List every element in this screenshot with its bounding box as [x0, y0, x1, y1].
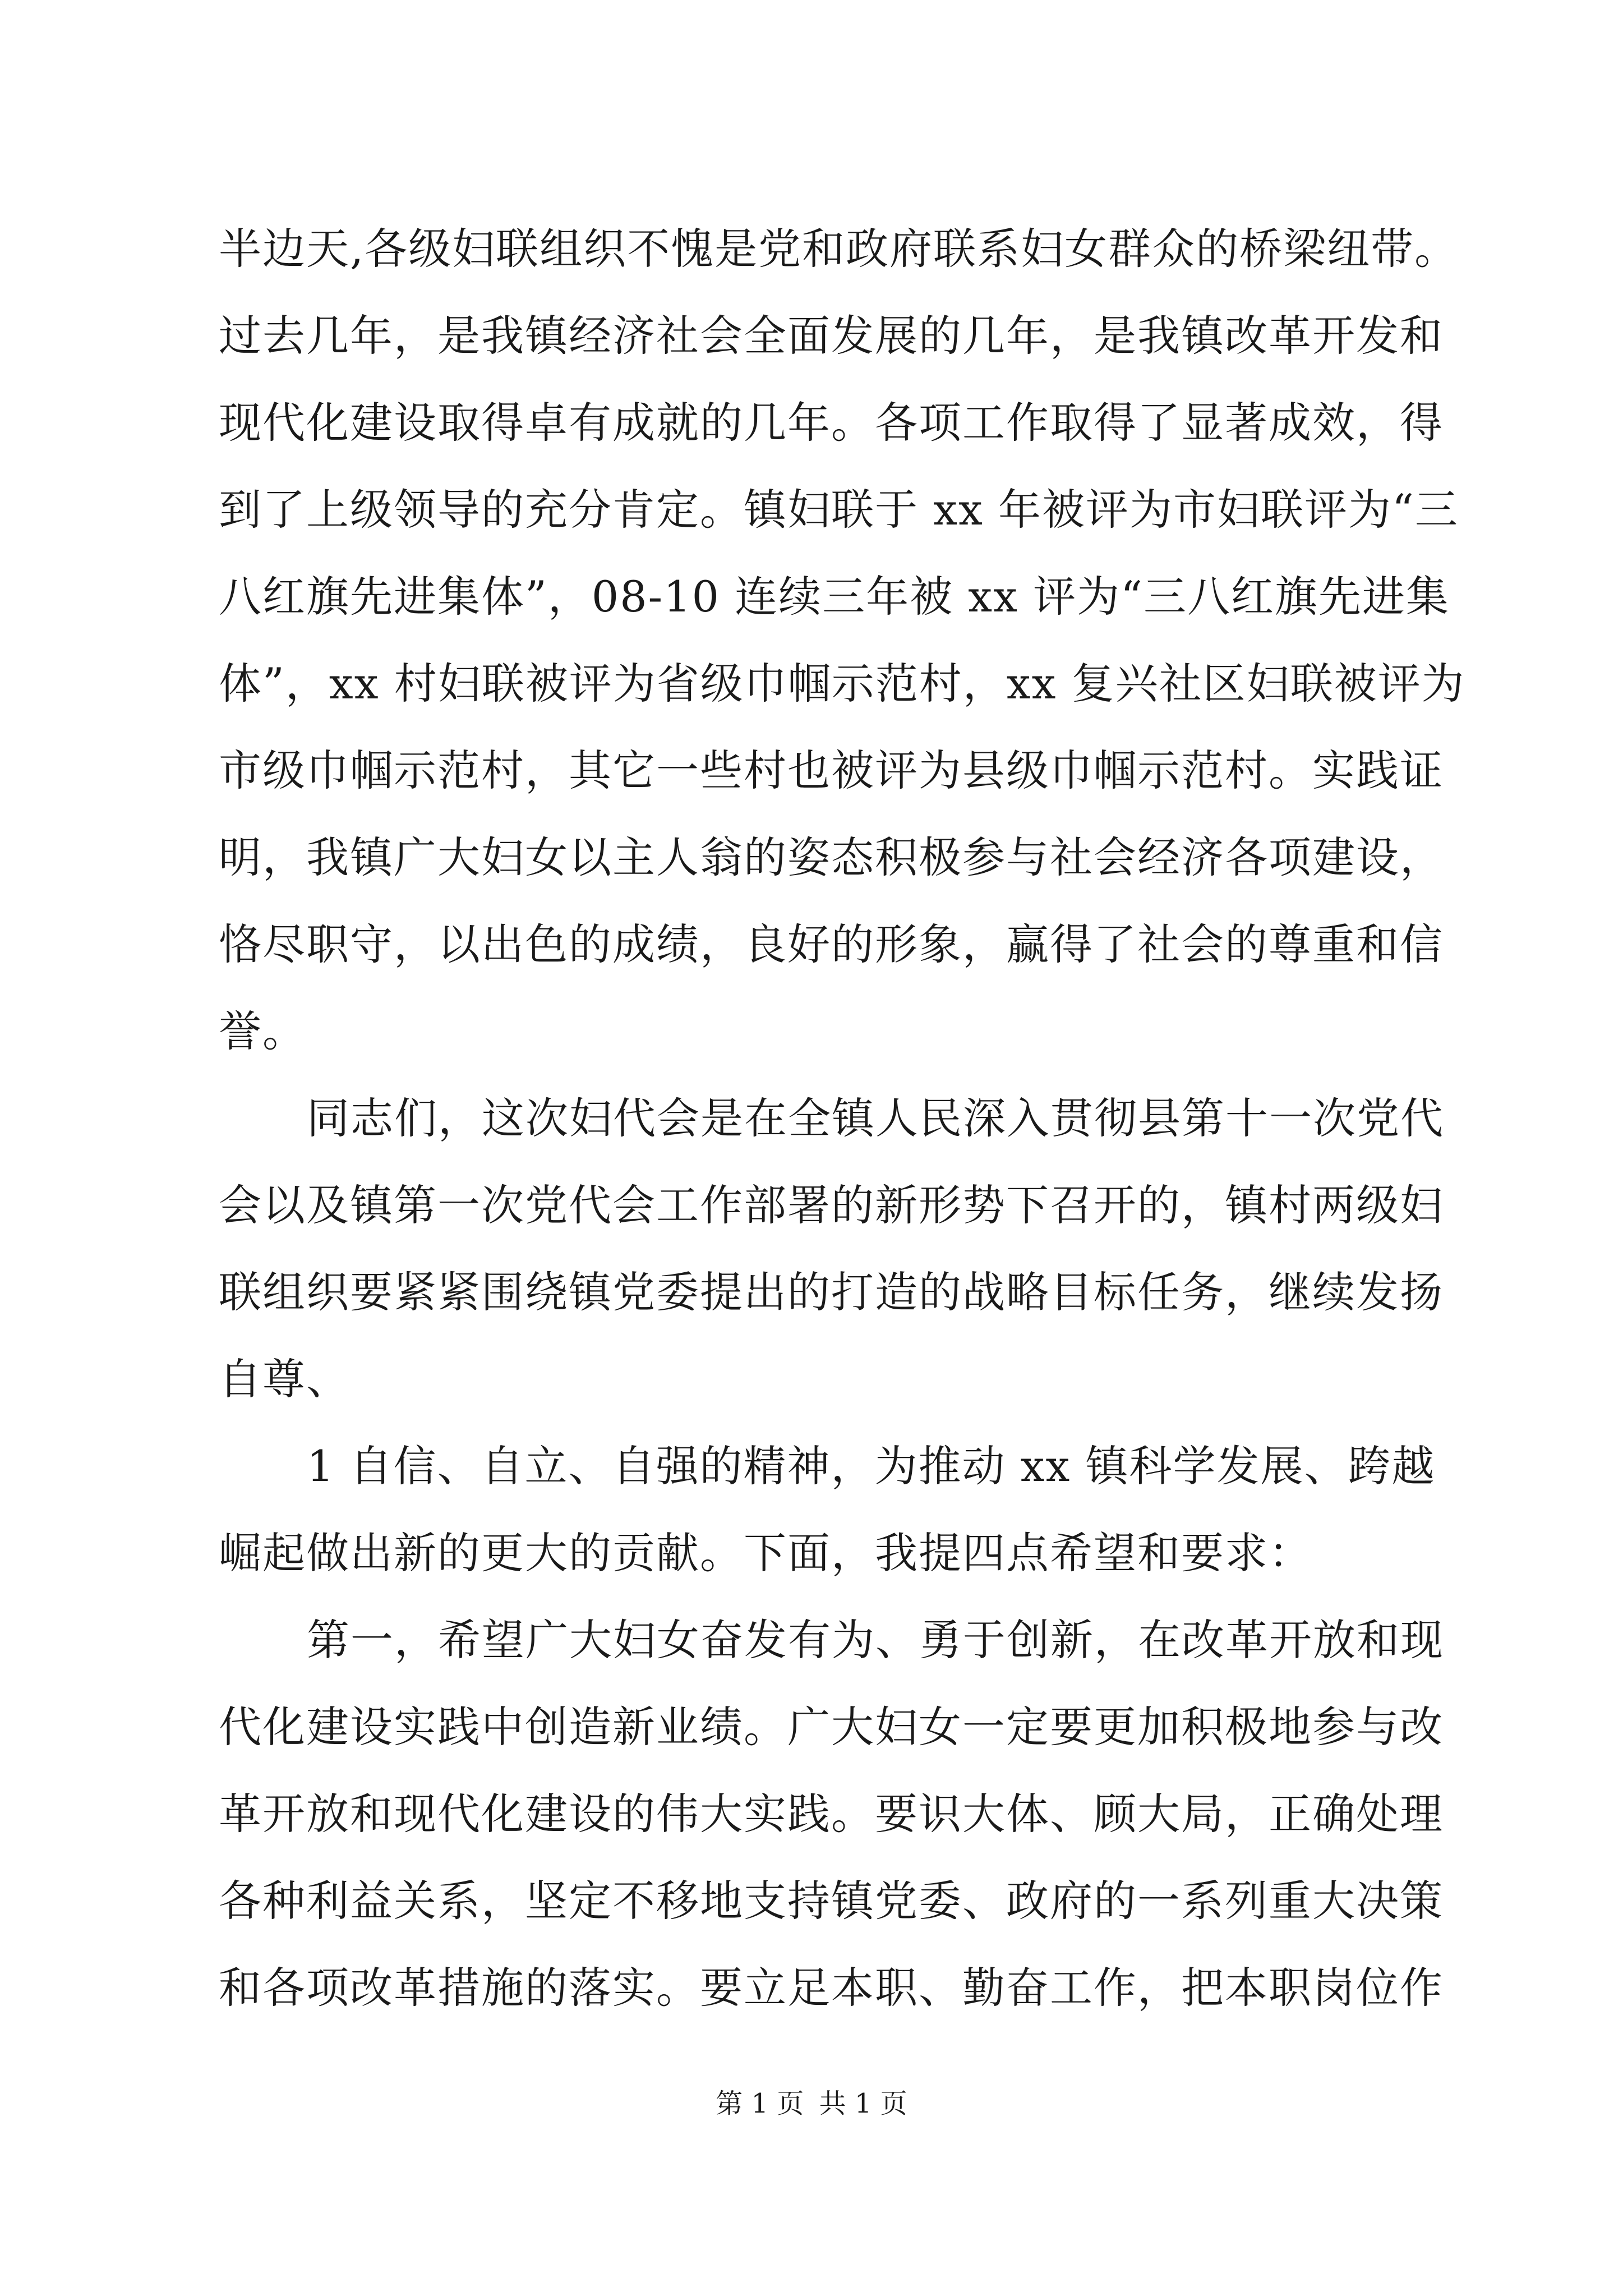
text-line: 到了上级领导的充分肯定。镇妇联于 xx 年被评为市妇联评为“三: [219, 485, 1459, 535]
paragraph-first-line: 同志们，这次妇代会是在全镇人民深入贯彻县第十一次党代: [307, 1093, 1444, 1143]
text-line: 联组织要紧紧围绕镇党委提出的打造的战略目标任务，继续发扬: [219, 1267, 1444, 1317]
text-line: 誉。: [219, 1006, 306, 1056]
text-line: 会以及镇第一次党代会工作部署的新形势下召开的，镇村两级妇: [219, 1180, 1444, 1230]
text-line: 恪尽职守，以出色的成绩，良好的形象，赢得了社会的尊重和信: [219, 919, 1444, 969]
paragraph-first-line: 第一，希望广大妇女奋发有为、勇于创新，在改革开放和现: [307, 1615, 1444, 1665]
page-footer: [0, 2084, 1623, 2123]
text-line: 市级巾帼示范村，其它一些村也被评为县级巾帼示范村。实践证: [219, 746, 1444, 795]
text-line: 各种利益关系，坚定不移地支持镇党委、政府的一系列重大决策: [219, 1876, 1444, 1926]
text-line: 八红旗先进集体”，08-10 连续三年被 xx 评为“三八红旗先进集: [219, 572, 1450, 622]
page-total: 共 1 页: [819, 2088, 907, 2119]
text-line: 代化建设实践中创造新业绩。广大妇女一定要更加积极地参与改: [219, 1702, 1444, 1752]
text-line: 现代化建设取得卓有成就的几年。各项工作取得了显著成效，得: [219, 398, 1444, 448]
page-number: 第 1 页: [716, 2088, 804, 2119]
text-line: 明，我镇广大妇女以主人翁的姿态积极参与社会经济各项建设，: [219, 832, 1444, 882]
paragraph-first-line: 1 自信、自立、自强的精神，为推动 xx 镇科学发展、跨越: [307, 1441, 1436, 1491]
text-line: 半边天,各级妇联组织不愧是党和政府联系妇女群众的桥梁纽带。: [219, 224, 1459, 274]
text-line: 和各项改革措施的落实。要立足本职、勤奋工作，把本职岗位作: [219, 1963, 1444, 2013]
text-line: 革开放和现代化建设的伟大实践。要识大体、顾大局，正确处理: [219, 1789, 1444, 1839]
text-line: 自尊、: [219, 1354, 350, 1404]
text-line: 过去几年，是我镇经济社会全面发展的几年，是我镇改革开发和: [219, 311, 1444, 361]
text-line: 崛起做出新的更大的贡献。下面，我提四点希望和要求：: [219, 1528, 1312, 1578]
text-line: 体”，xx 村妇联被评为省级巾帼示范村，xx 复兴社区妇联被评为: [219, 659, 1465, 708]
